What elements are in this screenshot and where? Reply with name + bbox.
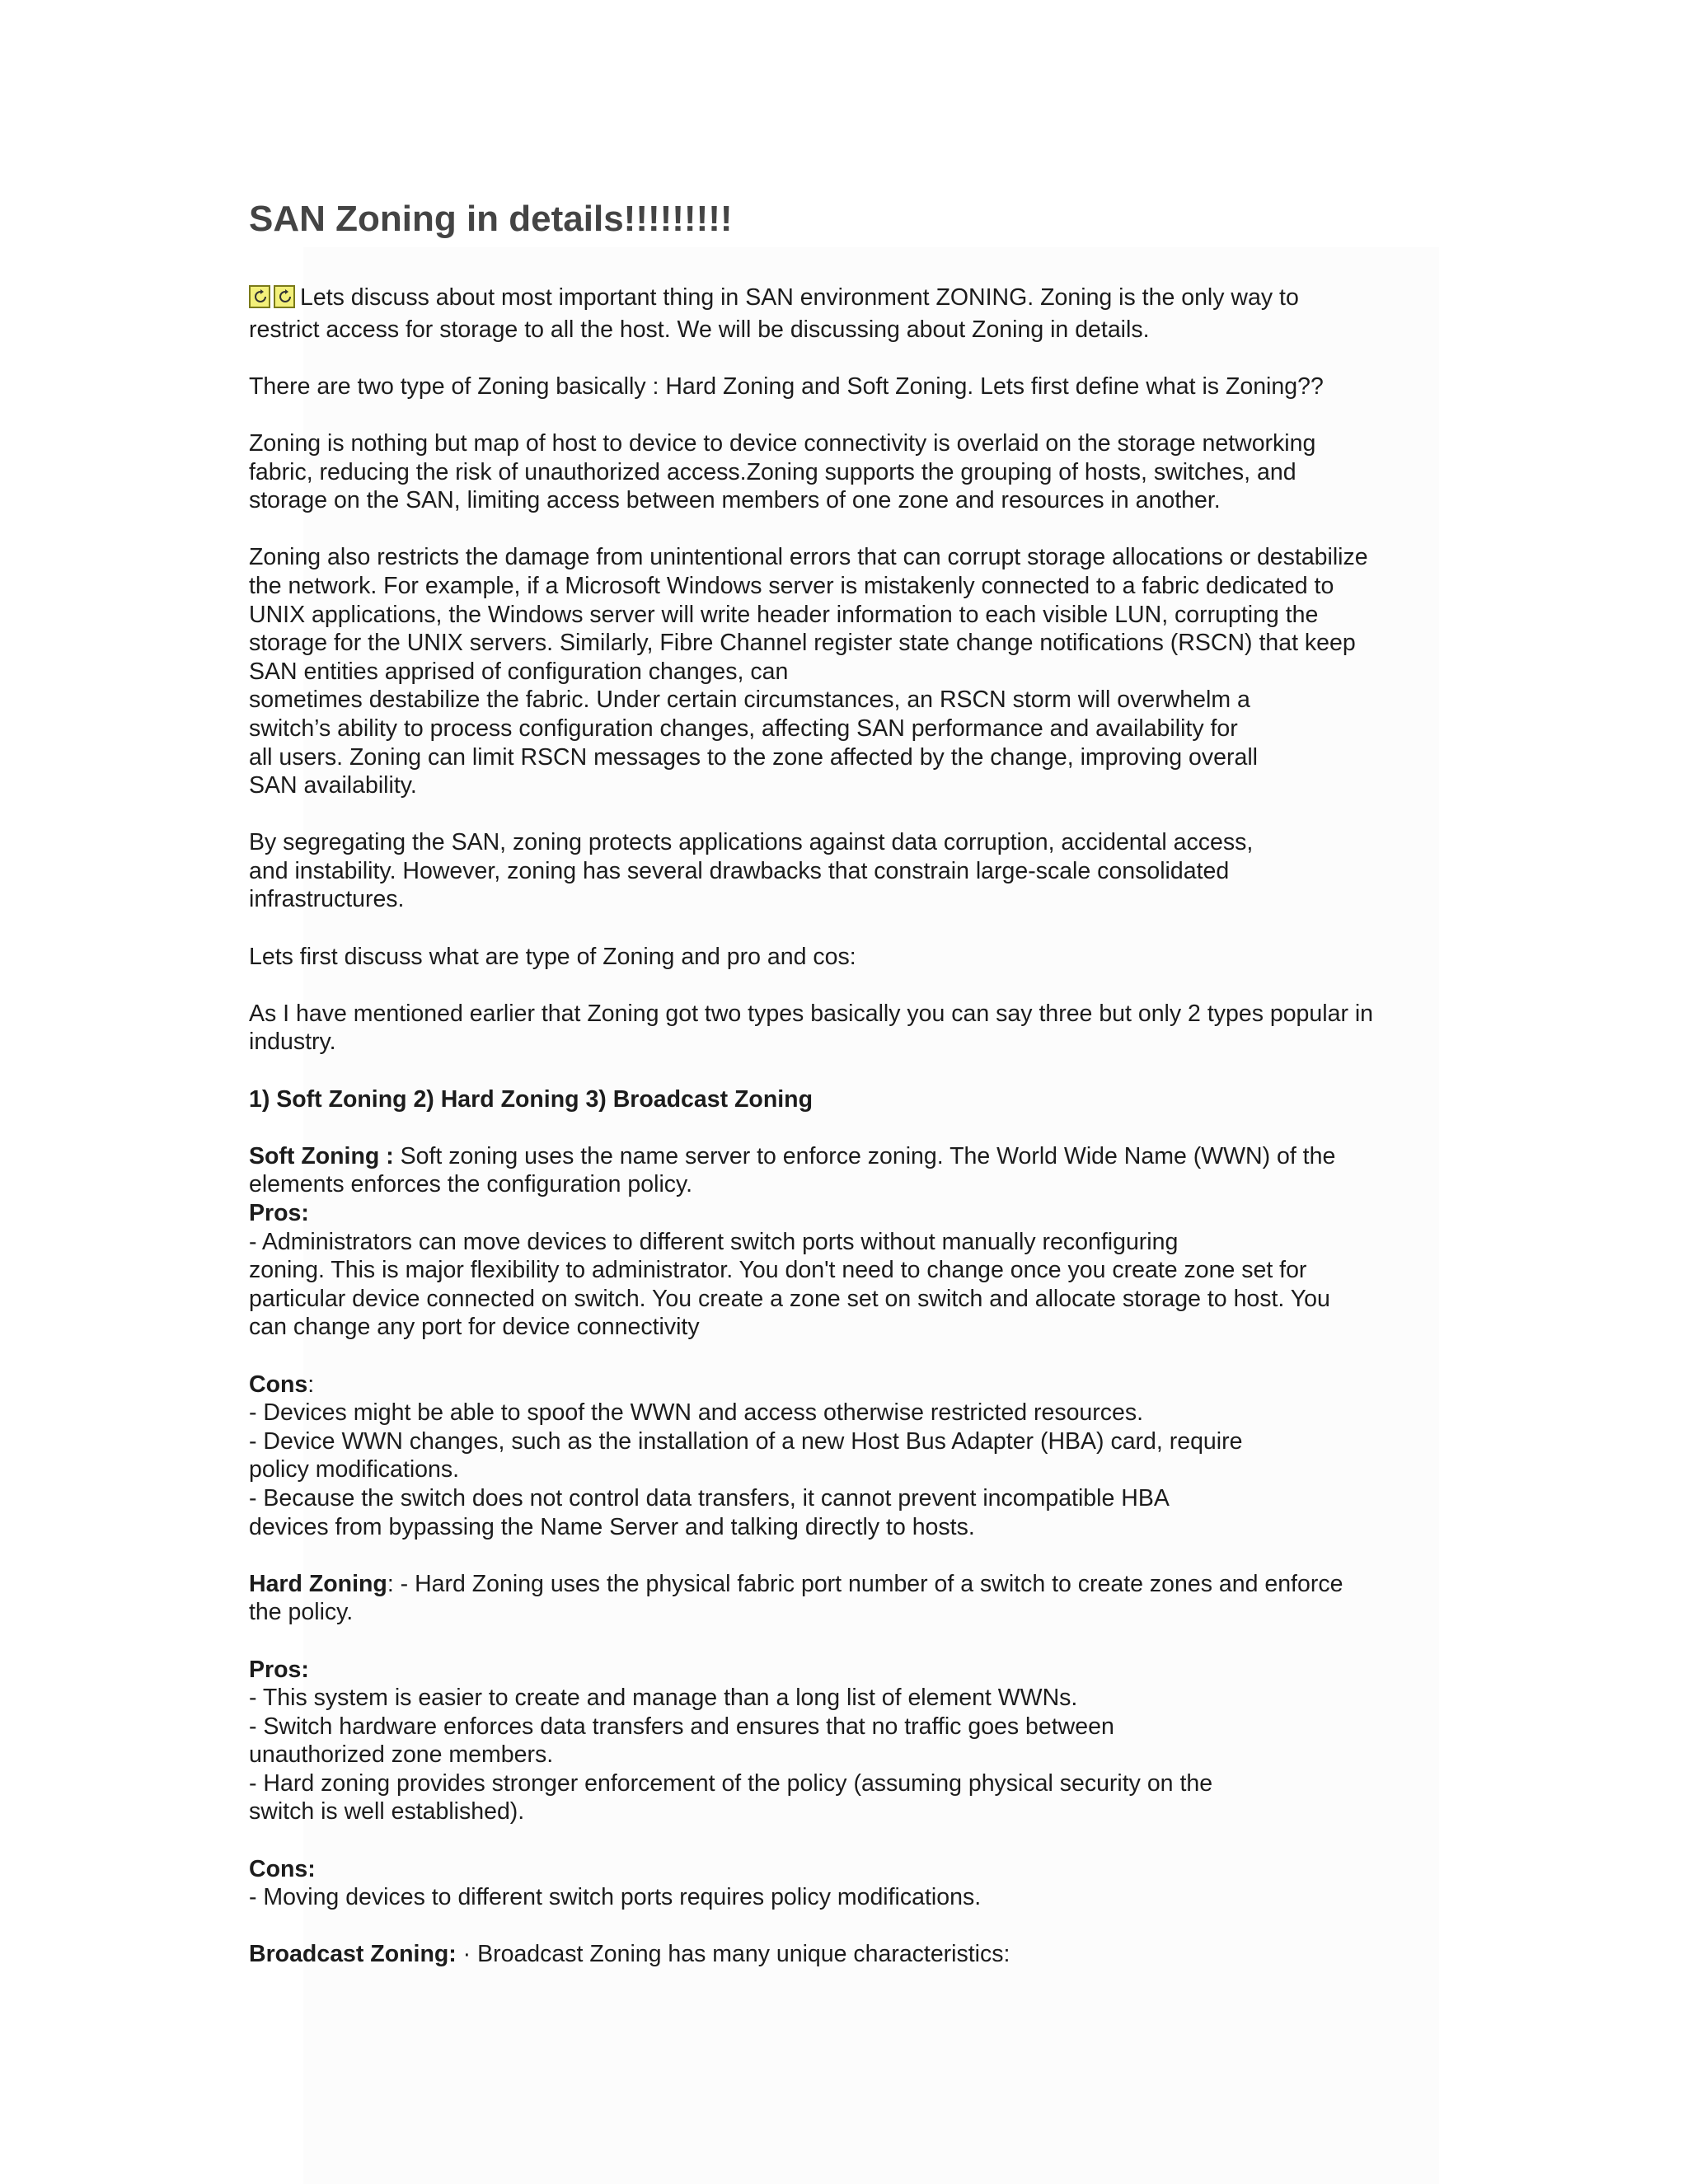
hard-zoning-text: : - Hard Zoning uses the physical fabric port number of a switch to create zones and enforce	[387, 1570, 1343, 1597]
text-line: There are two type of Zoning basically : Hard Zoning and Soft Zoning. Lets first define what is Zoning??	[249, 373, 1324, 400]
text-line: SAN entities apprised of configuration changes, can	[249, 658, 789, 685]
text-line: storage on the SAN, limiting access between members of one zone and resources in another.	[249, 487, 1221, 514]
text-line: can change any port for device connectivity	[249, 1314, 700, 1341]
text-line: fabric, reducing the risk of unauthorized access.Zoning supports the grouping of hosts, switches, and	[249, 458, 1296, 485]
text-line: the network. For example, if a Microsoft Windows server is mistakenly connected to a fabric dedicated to	[249, 572, 1334, 599]
intro-line: restrict access for storage to all the host. We will be discussing about Zoning in details.	[249, 316, 1150, 343]
text-line: policy modifications.	[249, 1456, 460, 1483]
soft-zoning-text: Soft zoning uses the name server to enforce zoning. The World Wide Name (WWN) of the	[393, 1142, 1336, 1169]
broadcast-zoning-label: Broadcast Zoning:	[249, 1941, 457, 1968]
broadcast-zoning-section	[249, 1940, 1452, 1969]
text-line: - Switch hardware enforces data transfers and ensures that no traffic goes between	[249, 1713, 1114, 1740]
text-line: the policy.	[249, 1599, 354, 1626]
lets-discuss-paragraph	[249, 943, 1452, 972]
text-line: Lets first discuss what are type of Zoning and pro and cos:	[249, 943, 856, 970]
soft-pros-label: Pros:	[249, 1200, 309, 1226]
hard-pros-section	[249, 1656, 1452, 1827]
restricts-paragraph	[249, 543, 1452, 799]
text-line: all users. Zoning can limit RSCN messages to the zone affected by the change, improving overall	[249, 743, 1259, 771]
hard-cons-label: Cons:	[249, 1855, 316, 1882]
document-page	[249, 198, 1452, 1998]
text-line: As I have mentioned earlier that Zoning got two types basically you can say three but only 2 types popular in	[249, 1000, 1374, 1027]
broadcast-zoning-text: · Broadcast Zoning has many unique characteristics:	[456, 1941, 1010, 1968]
text-line: particular device connected on switch. You create a zone set on switch and allocate storage to host. You	[249, 1285, 1330, 1312]
text-line: unauthorized zone members.	[249, 1741, 554, 1769]
soft-zoning-label: Soft Zoning :	[249, 1142, 394, 1169]
text-line: UNIX applications, the Windows server will write header information to each visible LUN, corrupting the	[249, 601, 1319, 628]
text-line: storage for the UNIX servers. Similarly, Fibre Channel register state change notifications (RSCN) that keep	[249, 630, 1356, 657]
zoning-types-heading: 1) Soft Zoning 2) Hard Zoning 3) Broadcast Zoning	[249, 1085, 813, 1113]
text-line: zoning. This is major flexibility to administrator. You don't need to change once you create zone set for	[249, 1257, 1307, 1284]
soft-zoning-section	[249, 1142, 1452, 1342]
refresh-icon	[274, 285, 295, 308]
text-line: industry.	[249, 1029, 336, 1056]
text-line: By segregating the SAN, zoning protects applications against data corruption, accidental access,	[249, 829, 1254, 856]
text-line: and instability. However, zoning has several drawbacks that constrain large-scale consolidated	[249, 857, 1230, 884]
hard-pros-label: Pros:	[249, 1656, 309, 1683]
text-line: - Administrators can move devices to different switch ports without manually reconfiguring	[249, 1228, 1179, 1255]
emoji-icons	[249, 285, 298, 316]
segregating-paragraph	[249, 828, 1452, 914]
intro-paragraph	[249, 284, 1452, 344]
soft-cons-section: Cons: - Devices might be able to spoof the WWN and access otherwise restricted resources. - Device WWN changes, such as the installation of a new Host Bus Adapter (HBA) card, require policy modifications. - Because the switch does not control data transfers, it cannot prevent incompatible HBA devices from bypassing the Name Server and talking directly to hosts.	[249, 1371, 1452, 1542]
text-line: infrastructures.	[249, 886, 405, 913]
text-line: elements enforces the configuration policy.	[249, 1171, 693, 1198]
text-line: switch’s ability to process configuration changes, affecting SAN performance and availability for	[249, 715, 1238, 742]
text-line: sometimes destabilize the fabric. Under certain circumstances, an RSCN storm will overwhelm a	[249, 687, 1250, 714]
hard-zoning-label: Hard Zoning	[249, 1570, 387, 1597]
hard-cons-section	[249, 1855, 1452, 1912]
text-line: - Device WWN changes, such as the installation of a new Host Bus Adapter (HBA) card, require	[249, 1427, 1243, 1455]
text-line: devices from bypassing the Name Server and talking directly to hosts.	[249, 1513, 975, 1540]
text-line: Zoning is nothing but map of host to device to device connectivity is overlaid on the storage networking	[249, 429, 1316, 457]
refresh-icon	[249, 285, 270, 308]
text-line: switch is well established).	[249, 1798, 525, 1825]
mentioned-paragraph	[249, 1000, 1452, 1057]
hard-zoning-section	[249, 1570, 1452, 1627]
definition-paragraph	[249, 429, 1452, 515]
text-line: - Devices might be able to spoof the WWN and access otherwise restricted resources.	[249, 1399, 1144, 1427]
intro-line: Lets discuss about most important thing in SAN environment ZONING. Zoning is the only way to	[300, 284, 1299, 311]
text-line: - Moving devices to different switch ports requires policy modifications.	[249, 1884, 982, 1911]
text-line: - Because the switch does not control data transfers, it cannot prevent incompatible HBA	[249, 1484, 1170, 1511]
page-title: SAN Zoning in details!!!!!!!!!	[249, 199, 733, 239]
soft-cons-label: Cons	[249, 1371, 308, 1398]
text-line: - Hard zoning provides stronger enforcement of the policy (assuming physical security on the	[249, 1769, 1213, 1797]
text-line: SAN availability.	[249, 772, 417, 799]
text-line: Zoning also restricts the damage from unintentional errors that can corrupt storage allocations or destabilize	[249, 544, 1368, 571]
types-paragraph	[249, 373, 1452, 401]
text-line: - This system is easier to create and manage than a long list of element WWNs.	[249, 1685, 1078, 1712]
